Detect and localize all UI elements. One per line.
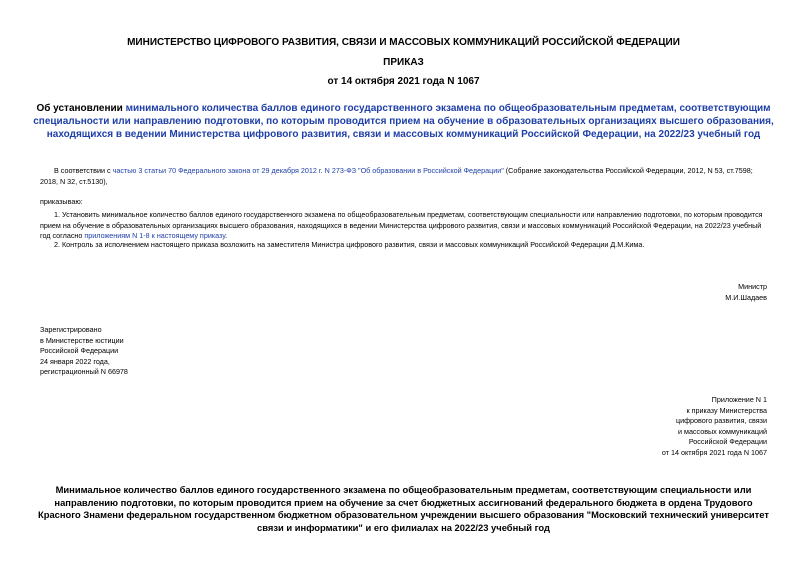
appendix-line: Российской Федерации (688, 437, 767, 446)
signature-block (725, 281, 767, 303)
paragraph-item-1 (40, 210, 772, 242)
appendix-line: Приложение N 1 (711, 395, 767, 404)
appendix-line: цифрового развития, связи (675, 416, 767, 425)
ministry-name: МИНИСТЕРСТВО ЦИФРОВОГО РАЗВИТИЯ, СВЯЗИ И МАССОВЫХ КОММУНИКАЦИЙ РОССИЙСКОЙ ФЕДЕРАЦИИ (127, 37, 680, 48)
appendices-link[interactable]: приложениям N 1-8 к настоящему приказу (84, 231, 226, 240)
document-title (32, 102, 775, 141)
basis-suffix: (Собрание законодательства Российской Федерации, 2012, N 53, ст.7598; 2018, N 32, ст.5130), (40, 166, 753, 186)
signature-name: М.И.Шадаев (725, 293, 767, 302)
appendix-line: от 14 октября 2021 года N 1067 (661, 447, 767, 457)
appendix-header (662, 395, 767, 458)
basis-prefix: В соответствии с (54, 166, 113, 175)
item-1-suffix: . (225, 231, 228, 240)
paragraph-basis (40, 166, 772, 187)
document-date: от 14 октября 2021 года N 1067 (327, 76, 480, 87)
document-type: ПРИКАЗ (383, 57, 424, 68)
registration-line: Российской Федерации (40, 346, 119, 355)
registration-block (40, 325, 128, 378)
item-1-prefix: 1. Установить минимальное количество баллов единого государственного экзамена по общеобразовательным предметам, соответствующим специальности или направлению подготовки, по которым проводится прием на обучение в образовательных организациях высшего образования, находящихся в ведении Министерства цифрового развития, связи и массовых коммуникаций Российской Федерации, на 2022/23 учебный год согласно (40, 210, 763, 240)
paragraph-item-2: 2. Контроль за исполнением настоящего приказа возложить на заместителя Министра цифрового развития, связи и массовых коммуникаций Российской Федерации Д.М.Кима. (54, 240, 645, 249)
appendix-line: и массовых коммуникаций (677, 426, 767, 436)
title-link[interactable]: минимального количества баллов единого государственного экзамена по общеобразовательным предметам, соответствующим специальности или направлению подготовки, по которым проводится прием на обучение в образовательных организациях высшего образования, находящихся в ведении Министерства цифрового развития, связи и массовых коммуникаций Российской Федерации, на 2022/23 учебный год (33, 103, 774, 140)
registration-line: 24 января 2022 года, (40, 356, 110, 366)
signature-position: Министр (738, 282, 767, 291)
registration-line: регистрационный N 66978 (40, 367, 128, 376)
law-link[interactable]: частью 3 статьи 70 Федерального закона от 29 декабря 2012 г. N 273-ФЗ "Об образовании в Российской Федерации" (112, 166, 504, 175)
paragraph-order: приказываю: (40, 197, 83, 206)
appendix-title: Минимальное количество баллов единого государственного экзамена по общеобразовательным предметам, соответствующим специальности или направлению подготовки, по которым проводится прием на обучение за счет бюджетных ассигнований федерального бюджета в ордена Трудового Красного Знамени федеральном государственном бюджетном образовательном учреждении высшего образования "Московский технический университет связи и информатики" и его филиалах на 2022/23 учебный год (38, 484, 769, 533)
registration-line: Зарегистрировано (40, 325, 102, 334)
registration-line: в Министерстве юстиции (40, 335, 124, 345)
title-prefix: Об установлении (36, 103, 126, 114)
appendix-line: к приказу Министерства (686, 405, 767, 415)
